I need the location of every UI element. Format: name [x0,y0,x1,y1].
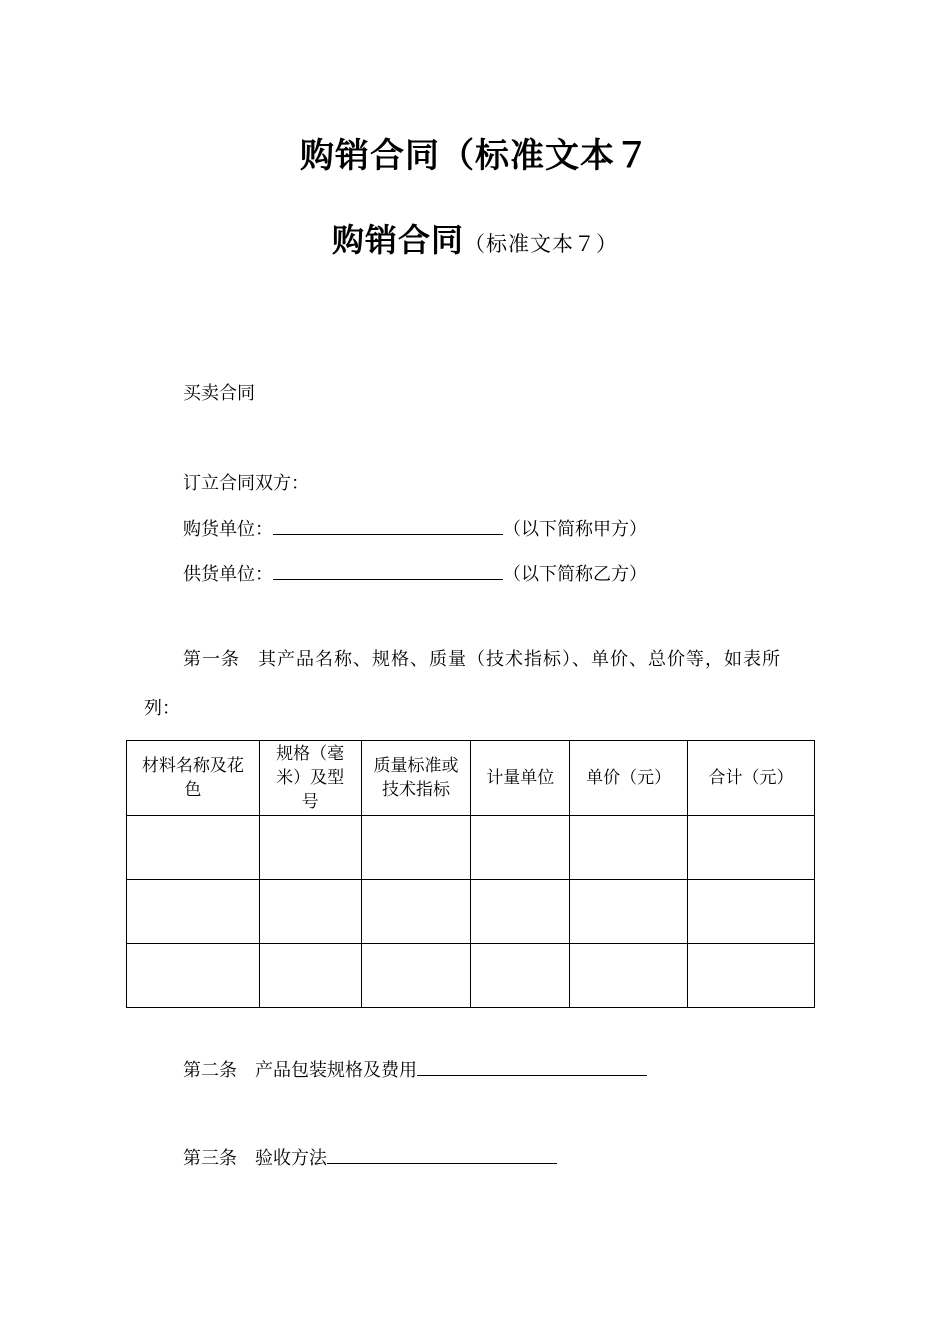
table-header-cell: 质量标准或技术指标 [361,741,471,816]
table-header-cell: 单价（元） [570,741,688,816]
table-cell[interactable] [688,816,815,880]
table-header-row [127,741,815,816]
article-1-label: 第一条 [183,649,240,670]
article-3-text: 验收方法 [255,1148,327,1169]
table-cell[interactable] [259,816,361,880]
seller-line [183,559,647,587]
seller-alias: （以下简称乙方） [503,564,647,585]
table-header-cell: 材料名称及花色 [127,741,260,816]
table-cell[interactable] [471,880,570,944]
page-title: 购销合同（标准文本７ [300,136,650,176]
article-2-label: 第二条 [183,1060,237,1081]
table-cell[interactable] [127,880,260,944]
table-cell[interactable] [361,816,471,880]
contract-type: 买卖合同 [183,383,255,404]
goods-table [126,740,815,1008]
table-cell[interactable] [259,880,361,944]
table-cell[interactable] [688,944,815,1008]
article-3 [183,1143,557,1171]
table-cell[interactable] [570,944,688,1008]
article-2-text: 产品包装规格及费用 [255,1060,417,1081]
table-cell[interactable] [259,944,361,1008]
parties-intro: 订立合同双方： [183,473,309,494]
seller-blank[interactable] [273,559,503,580]
table-row [127,944,815,1008]
table-cell[interactable] [127,816,260,880]
table-cell[interactable] [471,816,570,880]
contract-heading-main: 购销合同 [331,221,464,259]
article-2 [183,1055,647,1083]
table-cell[interactable] [361,944,471,1008]
contract-heading [0,215,950,261]
article-3-blank[interactable] [327,1143,557,1164]
table-cell[interactable] [471,944,570,1008]
article-2-blank[interactable] [417,1055,647,1076]
table-row [127,816,815,880]
table-cell[interactable] [688,880,815,944]
buyer-label: 购货单位： [183,519,273,540]
table-cell[interactable] [570,880,688,944]
contract-heading-note: （标准文本７） [464,232,618,256]
article-3-label: 第三条 [183,1148,237,1169]
buyer-alias: （以下简称甲方） [503,519,647,540]
table-cell[interactable] [361,880,471,944]
seller-label: 供货单位： [183,564,273,585]
table-cell[interactable] [127,944,260,1008]
buyer-line [183,514,647,542]
table-header-cell: 计量单位 [471,741,570,816]
article-1-continuation: 列： [144,698,180,719]
table-cell[interactable] [570,816,688,880]
buyer-blank[interactable] [273,514,503,535]
table-header-cell: 规格（毫米）及型号 [259,741,361,816]
table-row [127,880,815,944]
article-1-text: 其产品名称、规格、质量（技术指标）、单价、总价等，如表所 [258,649,781,670]
article-1 [183,648,803,672]
table-header-cell: 合计（元） [688,741,815,816]
